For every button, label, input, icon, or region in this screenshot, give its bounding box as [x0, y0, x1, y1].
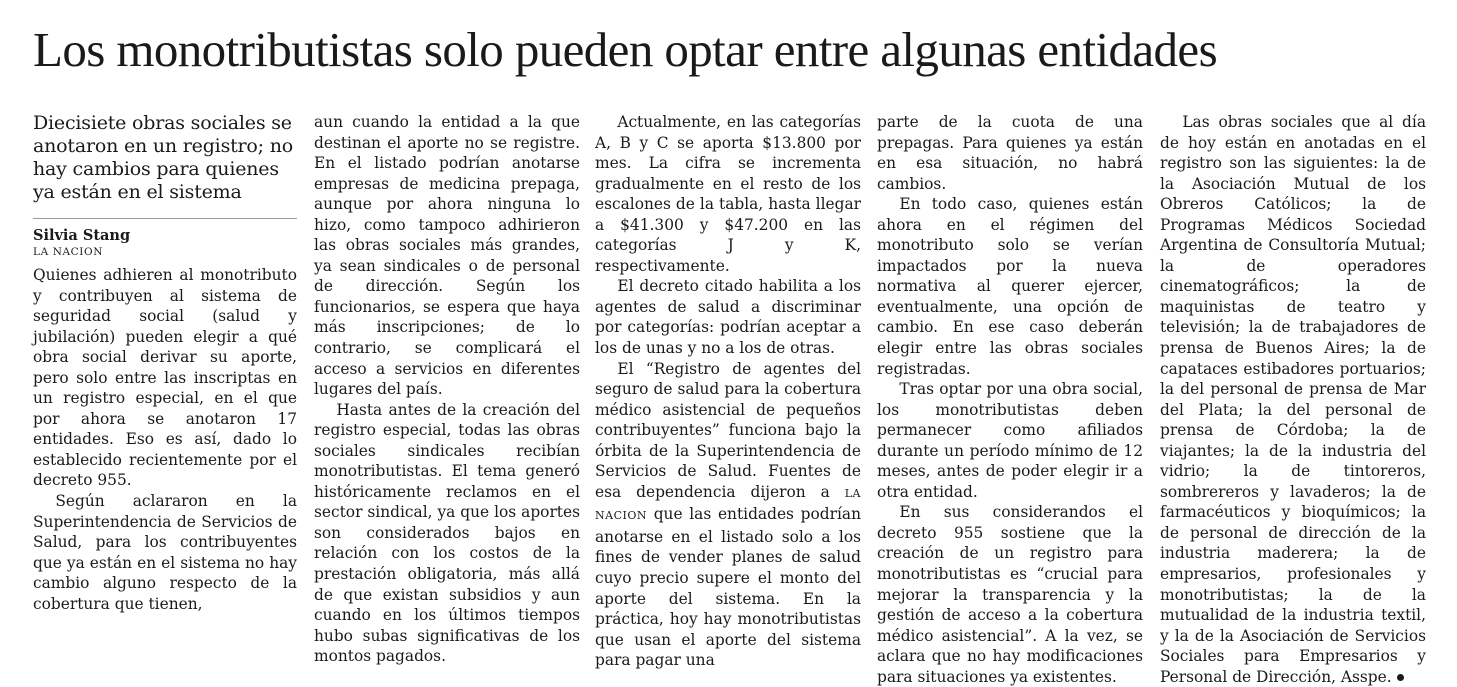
body-paragraph [595, 359, 861, 671]
column-5 [1160, 112, 1426, 687]
end-mark-icon [1397, 674, 1404, 681]
column-2 [314, 112, 580, 667]
body-paragraph-continued: parte de la cuota de una prepagas. Para quienes ya están en esa situación, no habrá cambios. [877, 113, 1143, 193]
body-paragraph: Actualmente, en las categorías A, B y C se aporta $13.800 por mes. La cifra se incrementa gradualmente en el resto de los escalones de la tabla, hasta llegar a $41.300 y $47.200 en las categorías J y K, respectivamente. [595, 113, 861, 275]
deck: Diecisiete obras sociales se anotaron en un registro; no hay cambios para quienes ya están en el sistema [33, 112, 293, 203]
column-4 [877, 112, 1143, 687]
body-paragraph: El decreto citado habilita a los agentes de salud a discriminar por categorías: podrían aceptar a los de unas y no a los de otras. [595, 277, 861, 358]
body-text: Las obras sociales que al día de hoy están en anotadas en el registro son las siguientes: la de la Asociación Mutual de los Obreros Católicos; la de Programas Médicos Sociedad Argentina de Consultoría Mutual; la de operadores cinematográficos; la de maquinistas de teatro y televisión; la de trabajadores de prensa de Buenos Aires; la de capataces estibadores portuarios; la del personal de prensa de Mar del Plata; la del personal de prensa de Córdoba; la de viajantes; la de la industria del vidrio; la de tintoreros, sombrereros y lavaderos; la de farmacéuticos y bioquímicos; la de personal de dirección de la industria maderera; la de empresarios, profesionales y monotributistas; la de la mutualidad de la industria textil, y la de la Asociación de Servicios Sociales para Empresarios y Personal de Dirección, Asspe. [1160, 113, 1426, 686]
byline-author: Silvia Stang [33, 227, 131, 244]
byline-outlet: LA NACION [33, 246, 104, 258]
headline: Los monotributistas solo pueden optar entre algunas entidades [33, 22, 1218, 77]
outlet-mention: LA NACION [595, 486, 861, 523]
body-paragraph: Según aclararon en la Superintendencia de Servicios de Salud, para los contribuyentes que ya están en el sistema no hay cambio alguno respecto de la cobertura que tienen, [33, 492, 297, 613]
body-paragraph-continued: aun cuando la entidad a la que destinan el aporte no se registre. En el listado podrían anotarse empresas de medicina prepaga, aunque por ahora ninguna lo hizo, como tampoco adhirieron las obras sociales más grandes, ya sean sindicales o de personal de dirección. Según los funcionarios, se espera que haya más inscripciones; de lo contrario, se complicará el acceso a servicios en diferentes lugares del país. [314, 113, 580, 399]
body-paragraph [1160, 112, 1426, 687]
body-paragraph: Tras optar por una obra social, los monotributistas deben permanecer como afiliados durante un período mínimo de 12 meses, antes de poder elegir ir a otra entidad. [877, 380, 1143, 501]
byline-divider [33, 218, 297, 219]
body-paragraph: En todo caso, quienes están ahora en el régimen del monotributo solo se verían impactados por la nueva normativa al querer ejercer, eventualmente, una opción de cambio. En ese caso deberán elegir entre las obras sociales registradas. [877, 195, 1143, 378]
column-3 [595, 112, 861, 671]
body-paragraph: Hasta antes de la creación del registro especial, todas las obras sociales sindicales recibían monotributistas. El tema generó históricamente reclamos en el sector sindical, ya que los aportes son considerados bajos en relación con los costos de la prestación obligatoria, más allá de que existan subsidios y aun cuando en los últimos tiempos hubo subas significativas de los montos pagados. [314, 400, 580, 666]
body-text: que las entidades podrían anotarse en el listado solo a los fines de vender planes de salud cuyo precio supere el monto del aporte del sistema. En la práctica, hoy hay monotributistas que usan el aporte del sistema para pagar una [595, 505, 861, 670]
column-1 [33, 112, 297, 614]
body-text: El “Registro de agentes del seguro de salud para la cobertura médico asistencial de pequeños contribuyentes” funciona bajo la órbita de la Superintendencia de Servicios de Salud. Fuentes de esa dependencia dijeron a [595, 359, 861, 501]
body-paragraph: En sus considerandos el decreto 955 sostiene que la creación de un registro para monotributistas es “crucial para mejorar la transparencia y la gestión de acceso a la cobertura médico asistencial”. A la vez, se aclara que no hay modificaciones para situaciones ya existentes. [877, 503, 1143, 686]
body-paragraph: Quienes adhieren al monotributo y contribuyen al sistema de seguridad social (salud y jubilación) pueden elegir a qué obra social derivar su aporte, pero solo entre las inscriptas en un registro especial, en el que por ahora se anotaron 17 entidades. Eso es así, dado lo establecido recientemente por el decreto 955. [33, 266, 297, 490]
